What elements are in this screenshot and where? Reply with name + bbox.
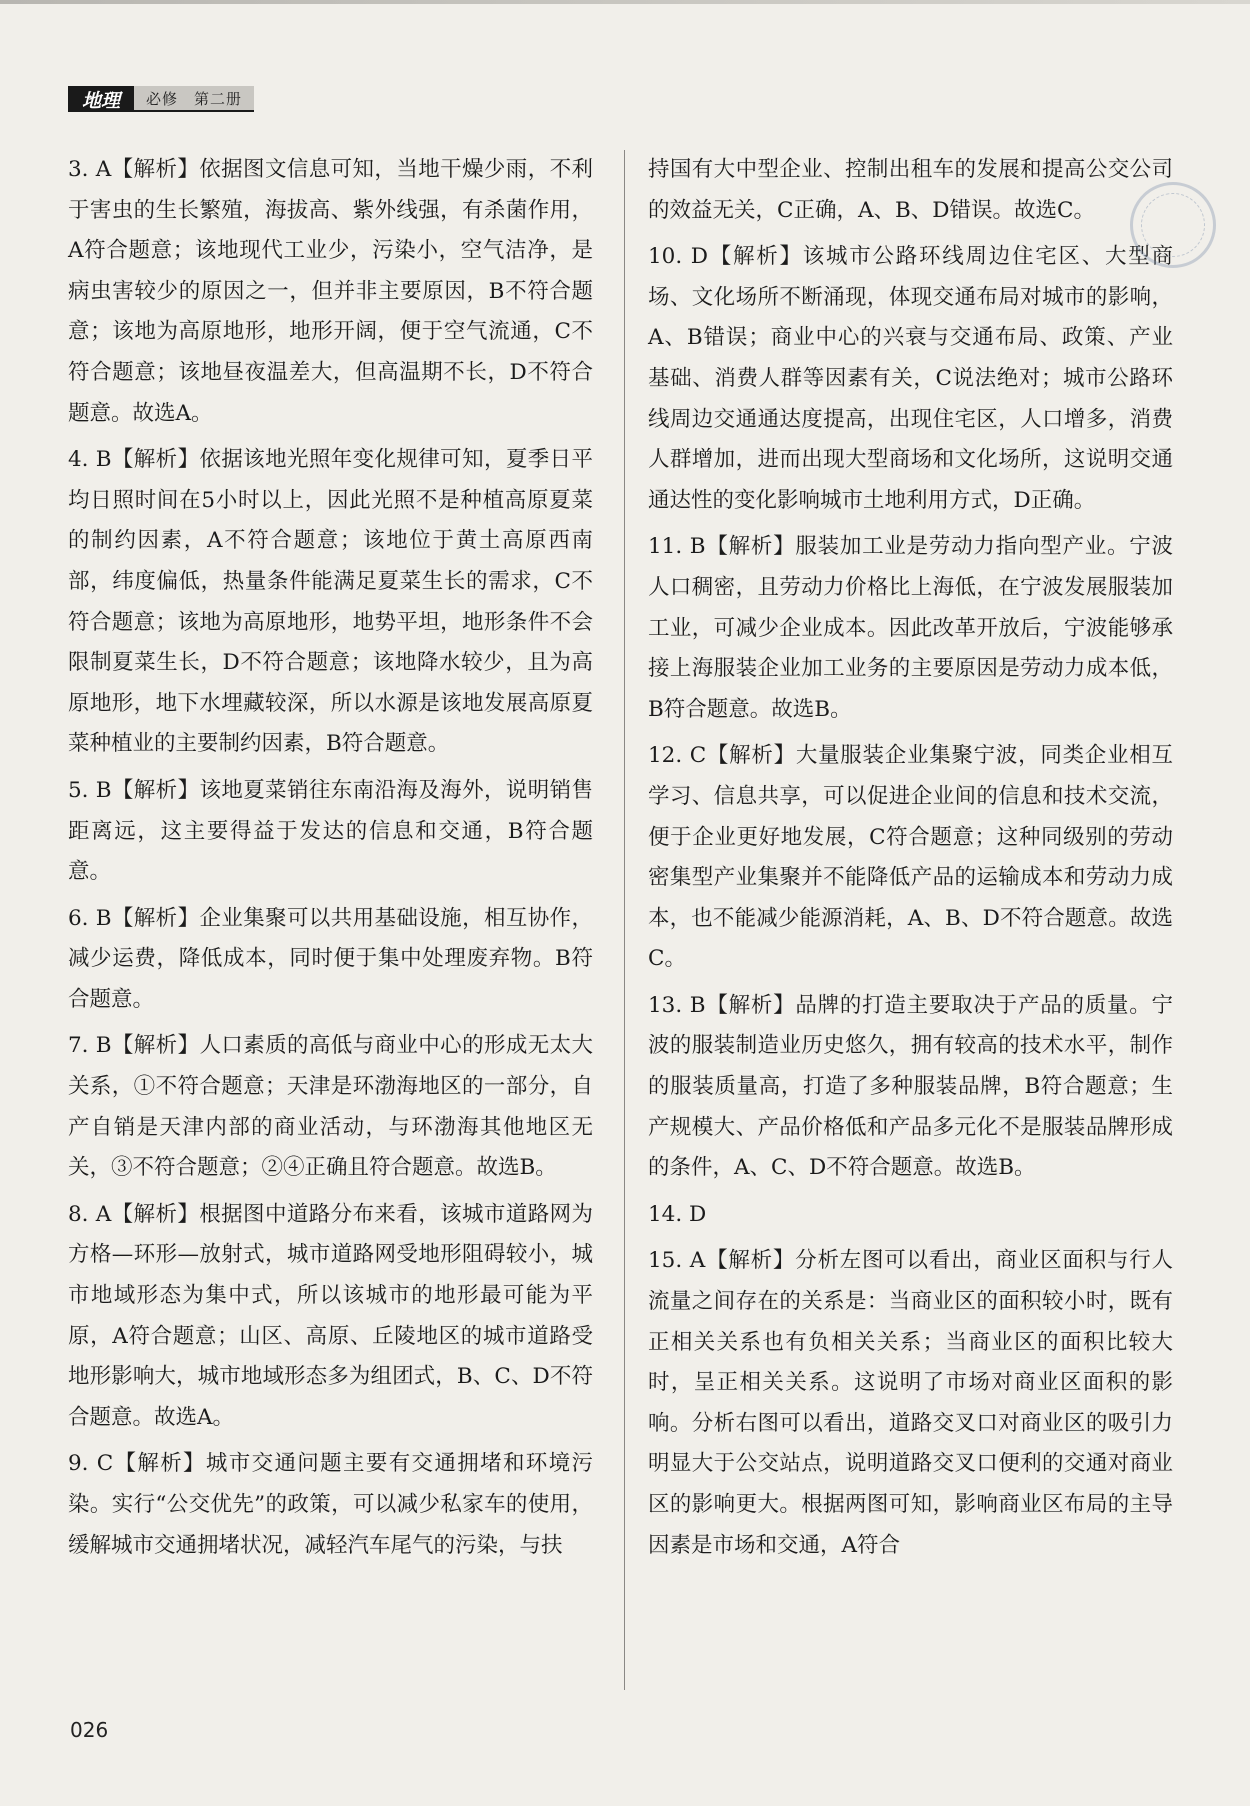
answer-item-8: 8. A【解析】根据图中道路分布来看，该城市道路网为方格—环形—放射式，城市道路网受地形阻碍较小，城市地域形态为集中式，所以该城市的地形最可能为平原，A符合题意；山区、高原、丘陵地区的城市道路受地形影响大，城市地域形态多为组团式，B、C、D不符合题意。故选A。 <box>68 1201 593 1430</box>
subject-label: 地理 <box>68 86 134 112</box>
answer-item-9-cont: 持国有大中型企业、控制出租车的发展和提高公交公司的效益无关，C正确，A、B、D错误。故选C。 <box>648 157 1173 223</box>
book-label: 必修 第二册 <box>134 86 254 112</box>
page-number: 026 <box>70 1718 109 1742</box>
page-header <box>68 86 254 112</box>
answer-item-9: 9. C【解析】城市交通问题主要有交通拥堵和环境污染。实行“公交优先”的政策，可以减少私家车的使用，缓解城市交通拥堵状况，减轻汽车尾气的污染，与扶 <box>68 1451 593 1558</box>
answer-item-15: 15. A【解析】分析左图可以看出，商业区面积与行人流量之间存在的关系是：当商业区的面积较小时，既有正相关关系也有负相关关系；当商业区的面积比较大时，呈正相关关系。这说明了市场对商业区面积的影响。分析右图可以看出，道路交叉口对商业区的吸引力明显大于公交站点，说明道路交叉口便利的交通对商业区的影响更大。根据两图可知，影响商业区布局的主导因素是市场和交通，A符合 <box>648 1248 1173 1558</box>
column-divider <box>624 150 625 1690</box>
answer-item-6: 6. B【解析】企业集聚可以共用基础设施，相互协作，减少运费，降低成本，同时便于集中处理废弃物。B符合题意。 <box>68 905 593 1012</box>
answer-item-4: 4. B【解析】依据该地光照年变化规律可知，夏季日平均日照时间在5小时以上，因此光照不是种植高原夏菜的制约因素，A不符合题意；该地位于黄土高原西南部，纬度偏低，热量条件能满足夏菜生长的需求，C不符合题意；该地为高原地形，地势平坦，地形条件不会限制夏菜生长，D不符合题意；该地降水较少，且为高原地形，地下水埋藏较深，所以水源是该地发展高原夏菜种植业的主要制约因素，B符合题意。 <box>68 447 593 757</box>
answer-item-12: 12. C【解析】大量服装企业集聚宁波，同类企业相互学习、信息共享，可以促进企业间的信息和技术交流，便于企业更好地发展，C符合题意；这种同级别的劳动密集型产业集聚并不能降低产品的运输成本和劳动力成本，也不能减少能源消耗，A、B、D不符合题意。故选C。 <box>648 743 1173 972</box>
answer-item-3: 3. A【解析】依据图文信息可知，当地干燥少雨，不利于害虫的生长繁殖，海拔高、紫外线强，有杀菌作用，A符合题意；该地现代工业少，污染小，空气洁净，是病虫害较少的原因之一，但并非主要原因，B不符合题意；该地为高原地形，地形开阔，便于空气流通，C不符合题意；该地昼夜温差大，但高温期不长，D不符合题意。故选A。 <box>68 157 593 426</box>
answer-item-14: 14. D <box>648 1201 707 1227</box>
answer-item-5: 5. B【解析】该地夏菜销往东南沿海及海外，说明销售距离远，这主要得益于发达的信息和交通，B符合题意。 <box>68 777 593 885</box>
answer-item-13: 13. B【解析】品牌的打造主要取决于产品的质量。宁波的服装制造业历史悠久，拥有较高的技术水平，制作的服装质量高，打造了多种服装品牌，B符合题意；生产规模大、产品价格低和产品多元化不是服装品牌形成的条件，A、C、D不符合题意。故选B。 <box>648 992 1173 1181</box>
right-column <box>648 150 1173 1572</box>
answer-item-11: 11. B【解析】服装加工业是劳动力指向型产业。宁波人口稠密，且劳动力价格比上海低，在宁波发展服装加工业，可减少企业成本。因此改革开放后，宁波能够承接上海服装企业加工业务的主要原因是劳动力成本低，B符合题意。故选B。 <box>648 534 1173 722</box>
left-column <box>68 150 593 1572</box>
watermark-stamp-ring <box>1135 187 1211 263</box>
answer-item-10: 10. D【解析】该城市公路环线周边住宅区、大型商场、文化场所不断涌现，体现交通布局对城市的影响，A、B错误；商业中心的兴衰与交通布局、政策、产业基础、消费人群等因素有关，C说法绝对；城市公路环线周边交通通达度提高，出现住宅区，人口增多，消费人群增加，进而出现大型商场和文化场所，这说明交通通达性的变化影响城市土地利用方式，D正确。 <box>648 244 1173 513</box>
answer-item-7: 7. B【解析】人口素质的高低与商业中心的形成无太大关系，①不符合题意；天津是环渤海地区的一部分，自产自销是天津内部的商业活动，与环渤海其他地区无关，③不符合题意；②④正确且符合题意。故选B。 <box>68 1033 593 1181</box>
top-edge-line <box>0 0 1250 4</box>
